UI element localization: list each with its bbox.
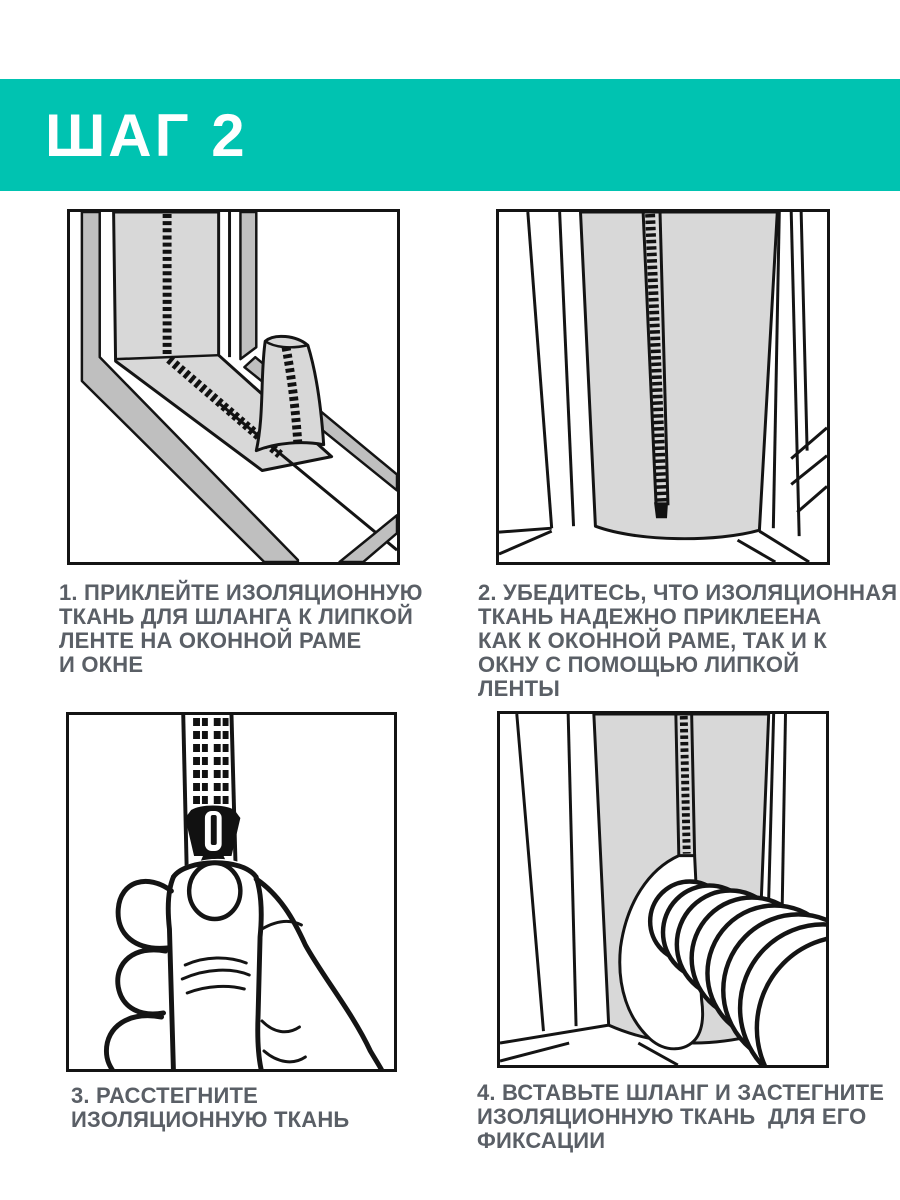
caption-line: ИЗОЛЯЦИОННУЮ ТКАНЬ ДЛЯ ЕГО [477,1104,867,1129]
caption-line: ЛЕНТЫ [478,676,560,701]
caption-step-3 [71,1084,349,1132]
step-header-band [0,79,900,191]
caption-line: ЛЕНТЕ НА ОКОННОЙ РАМЕ [59,628,362,653]
caption-line: ОКНУ С ПОМОЩЬЮ ЛИПКОЙ [478,652,800,677]
caption-line: ФИКСАЦИИ [477,1128,606,1153]
figure-step-1 [67,209,400,565]
hand [101,859,394,1069]
caption-line: 2. УБЕДИТЕСЬ, ЧТО ИЗОЛЯЦИОННАЯ [478,580,898,605]
caption-step-4 [477,1081,884,1153]
fabric-glued-to-frame-and-window-illustration [499,212,827,562]
figure-step-3 [66,712,397,1072]
caption-line: 4. ВСТАВЬТЕ ШЛАНГ И ЗАСТЕГНИТЕ [477,1080,885,1105]
caption-step-1 [59,581,423,677]
hand-unzipping-fabric-zipper-illustration [69,715,394,1069]
hose-inserted-through-fabric-opening-illustration [500,714,826,1065]
zipper-slider [654,502,668,518]
caption-line: 1. ПРИКЛЕЙТЕ ИЗОЛЯЦИОННУЮ [59,580,423,605]
figure-step-2 [496,209,830,565]
caption-line: И ОКНЕ [59,652,144,677]
caption-line: 3. РАССТЕГНИТЕ [71,1083,258,1108]
step-title: ШАГ 2 [45,101,248,169]
insulation-fabric [581,212,778,539]
caption-step-2 [478,581,897,701]
caption-line: ТКАНЬ НАДЕЖНО ПРИКЛЕЕНА [478,604,822,629]
figure-step-4 [497,711,829,1068]
caption-line: КАК К ОКОННОЙ РАМЕ, ТАК И К [478,628,827,653]
caption-line: ИЗОЛЯЦИОННУЮ ТКАНЬ [71,1107,350,1132]
thumbnail [189,863,240,919]
tape-insulation-fabric-to-window-corner-illustration [70,212,397,562]
caption-line: ТКАНЬ ДЛЯ ШЛАНГА К ЛИПКОЙ [59,604,413,629]
fabric-flap-with-zipper [256,336,323,450]
